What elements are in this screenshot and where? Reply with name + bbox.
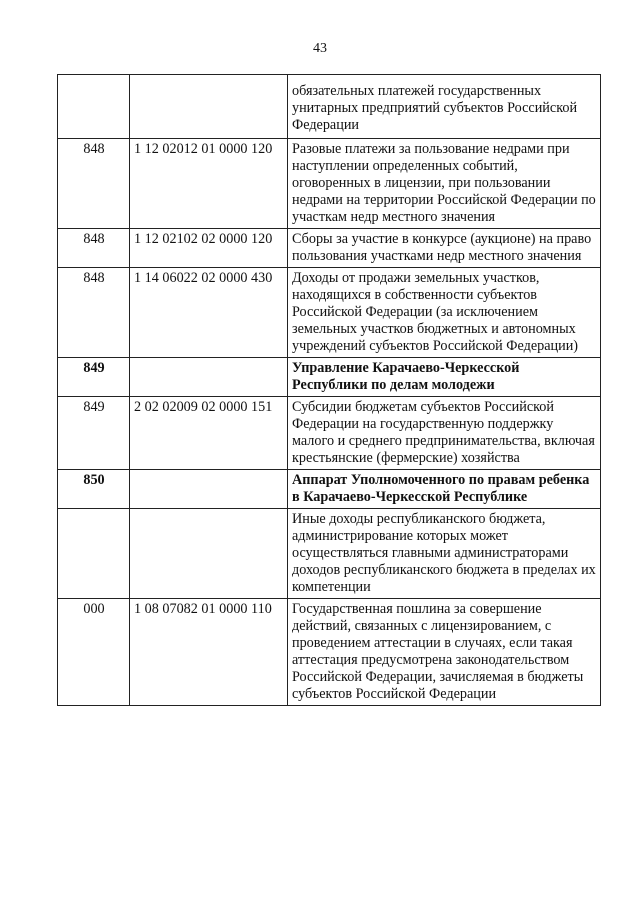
admin-code-cell <box>58 509 130 599</box>
table-row <box>58 509 601 599</box>
admin-code-cell: 849 <box>58 358 130 397</box>
admin-code-cell: 000 <box>58 599 130 706</box>
table-row-section-header <box>58 470 601 509</box>
table-row <box>58 139 601 229</box>
table-row <box>58 75 601 139</box>
income-code-cell: 1 12 02012 01 0000 120 <box>130 139 288 229</box>
admin-code-cell <box>58 75 130 139</box>
admin-code-cell: 848 <box>58 139 130 229</box>
table-row <box>58 229 601 268</box>
income-code-cell <box>130 75 288 139</box>
income-name-cell: Разовые платежи за пользование недрами при наступлении определенных событий, оговоренных в лицензии, при пользовании недрами на территории Российской Федерации по участкам недр местного значения <box>288 139 601 229</box>
admin-code-cell: 848 <box>58 229 130 268</box>
income-code-cell <box>130 358 288 397</box>
income-name-cell: Аппарат Уполномоченного по правам ребенка в Карачаево-Черкесской Республике <box>288 470 601 509</box>
table-row <box>58 397 601 470</box>
income-name-cell: Государственная пошлина за совершение действий, связанных с лицензированием, с проведением аттестации в случаях, если такая аттестация предусмотрена законодательством Российской Федерации, зачисляемая в бюджеты субъектов Российской Федерации <box>288 599 601 706</box>
income-code-cell <box>130 470 288 509</box>
table-row <box>58 268 601 358</box>
table-row-section-header <box>58 358 601 397</box>
income-code-cell: 2 02 02009 02 0000 151 <box>130 397 288 470</box>
income-code-cell: 1 12 02102 02 0000 120 <box>130 229 288 268</box>
admin-code-cell: 850 <box>58 470 130 509</box>
income-name-cell: Иные доходы республиканского бюджета, администрирование которых может осуществляться главными администраторами доходов республиканского бюджета в пределах их компетенции <box>288 509 601 599</box>
income-name-cell: Субсидии бюджетам субъектов Российской Федерации на государственную поддержку малого и среднего предпринимательства, включая крестьянские (фермерские) хозяйства <box>288 397 601 470</box>
income-code-cell <box>130 509 288 599</box>
income-code-cell: 1 08 07082 01 0000 110 <box>130 599 288 706</box>
page-number: 43 <box>313 41 327 56</box>
income-codes-table <box>57 74 601 706</box>
admin-code-cell: 849 <box>58 397 130 470</box>
table-row <box>58 599 601 706</box>
admin-code-cell: 848 <box>58 268 130 358</box>
income-name-cell: Сборы за участие в конкурсе (аукционе) на право пользования участками недр местного значения <box>288 229 601 268</box>
income-name-cell: Доходы от продажи земельных участков, находящихся в собственности субъектов Российской Федерации (за исключением земельных участков бюджетных и автономных учреждений субъектов Российской Федерации) <box>288 268 601 358</box>
income-code-cell: 1 14 06022 02 0000 430 <box>130 268 288 358</box>
income-name-cell: обязательных платежей государственных унитарных предприятий субъектов Российской Федерации <box>288 75 601 139</box>
income-name-cell: Управление Карачаево-Черкесской Республики по делам молодежи <box>288 358 601 397</box>
